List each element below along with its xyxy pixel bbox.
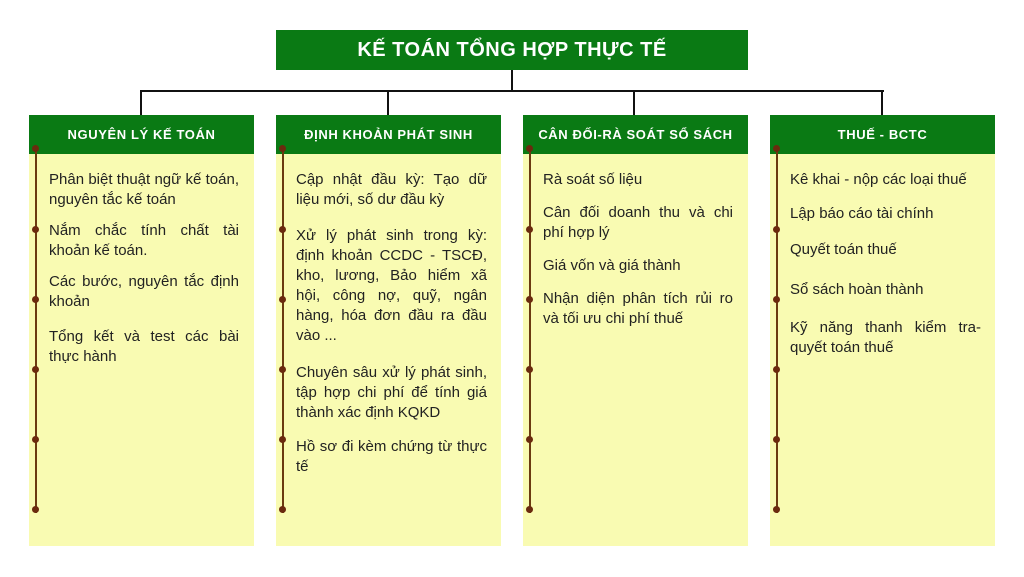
list-item: Quyết toán thuế (790, 241, 897, 258)
timeline-dot (32, 366, 39, 373)
timeline-dot (526, 436, 533, 443)
timeline-line (776, 147, 778, 513)
timeline-line (35, 147, 37, 513)
timeline-dot (32, 436, 39, 443)
timeline-dot (526, 145, 533, 152)
list-item: Lập báo cáo tài chính (790, 205, 934, 222)
list-item: Kê khai - nộp các loại thuế (790, 171, 967, 188)
timeline-dot (773, 506, 780, 513)
timeline-line (529, 147, 531, 513)
list-item: Các bước, nguyên tắc định khoản (49, 273, 239, 310)
column-items-nguyen-ly (49, 170, 239, 367)
timeline-dot (279, 296, 286, 303)
timeline-dot (279, 145, 286, 152)
list-item: Cập nhật đầu kỳ: Tạo dữ liệu mới, số dư đầu kỳ (296, 171, 487, 208)
connector-drop-1 (140, 90, 142, 115)
column-items-can-doi (543, 170, 733, 329)
list-item: Chuyên sâu xử lý phát sinh, tập hợp chi phí để tính giá thành xác định KQKD (296, 364, 487, 421)
list-item: Kỹ năng thanh kiểm tra- quyết toán thuế (790, 319, 981, 356)
list-item: Nhận diện phân tích rủi ro và tối ưu chi phí thuế (543, 290, 733, 327)
timeline-dot (526, 366, 533, 373)
timeline-dot (279, 506, 286, 513)
connector-bar (140, 90, 884, 92)
timeline-dot (32, 296, 39, 303)
timeline-dot (279, 436, 286, 443)
timeline-dot (32, 506, 39, 513)
list-item: Hồ sơ đi kèm chứng từ thực tế (296, 438, 487, 475)
list-item: Rà soát số liệu (543, 171, 643, 188)
connector-drop-4 (881, 90, 883, 115)
list-item: Xử lý phát sinh trong kỳ: định khoản CCDC - TSCĐ, kho, lương, Bảo hiểm xã hội, công nợ, quỹ, ngân hàng, hóa đơn đầu ra đầu vào ... (296, 227, 487, 344)
timeline-dot (773, 436, 780, 443)
list-item: Phân biệt thuật ngữ kế toán, nguyên tắc kế toán (49, 171, 239, 208)
timeline-dot (32, 226, 39, 233)
list-item: Sổ sách hoàn thành (790, 281, 924, 298)
timeline-dot (773, 145, 780, 152)
timeline-dot (279, 366, 286, 373)
list-item: Cân đối doanh thu và chi phí hợp lý (543, 204, 733, 241)
timeline-dot (773, 366, 780, 373)
column-header-can-doi: CÂN ĐỐI-RÀ SOÁT SỔ SÁCH (523, 115, 748, 154)
timeline-dot (773, 226, 780, 233)
timeline-dot (526, 296, 533, 303)
timeline-dot (32, 145, 39, 152)
list-item: Nắm chắc tính chất tài khoản kế toán. (49, 222, 239, 259)
connector-drop-3 (633, 90, 635, 115)
connector-drop-2 (387, 90, 389, 115)
column-header-dinh-khoan: ĐỊNH KHOẢN PHÁT SINH (276, 115, 501, 154)
diagram-title: KẾ TOÁN TỔNG HỢP THỰC TẾ (276, 30, 748, 70)
timeline-dot (773, 296, 780, 303)
column-header-thue-bctc: THUẾ - BCTC (770, 115, 995, 154)
connector-trunk (511, 70, 513, 91)
list-item: Tổng kết và test các bài thực hành (49, 328, 239, 365)
timeline-dot (279, 226, 286, 233)
timeline-dot (526, 226, 533, 233)
column-header-nguyen-ly: NGUYÊN LÝ KẾ TOÁN (29, 115, 254, 154)
timeline-line (282, 147, 284, 513)
list-item: Giá vốn và giá thành (543, 257, 681, 274)
timeline-dot (526, 506, 533, 513)
column-items-thue-bctc (790, 170, 981, 358)
column-items-dinh-khoan (296, 170, 487, 477)
